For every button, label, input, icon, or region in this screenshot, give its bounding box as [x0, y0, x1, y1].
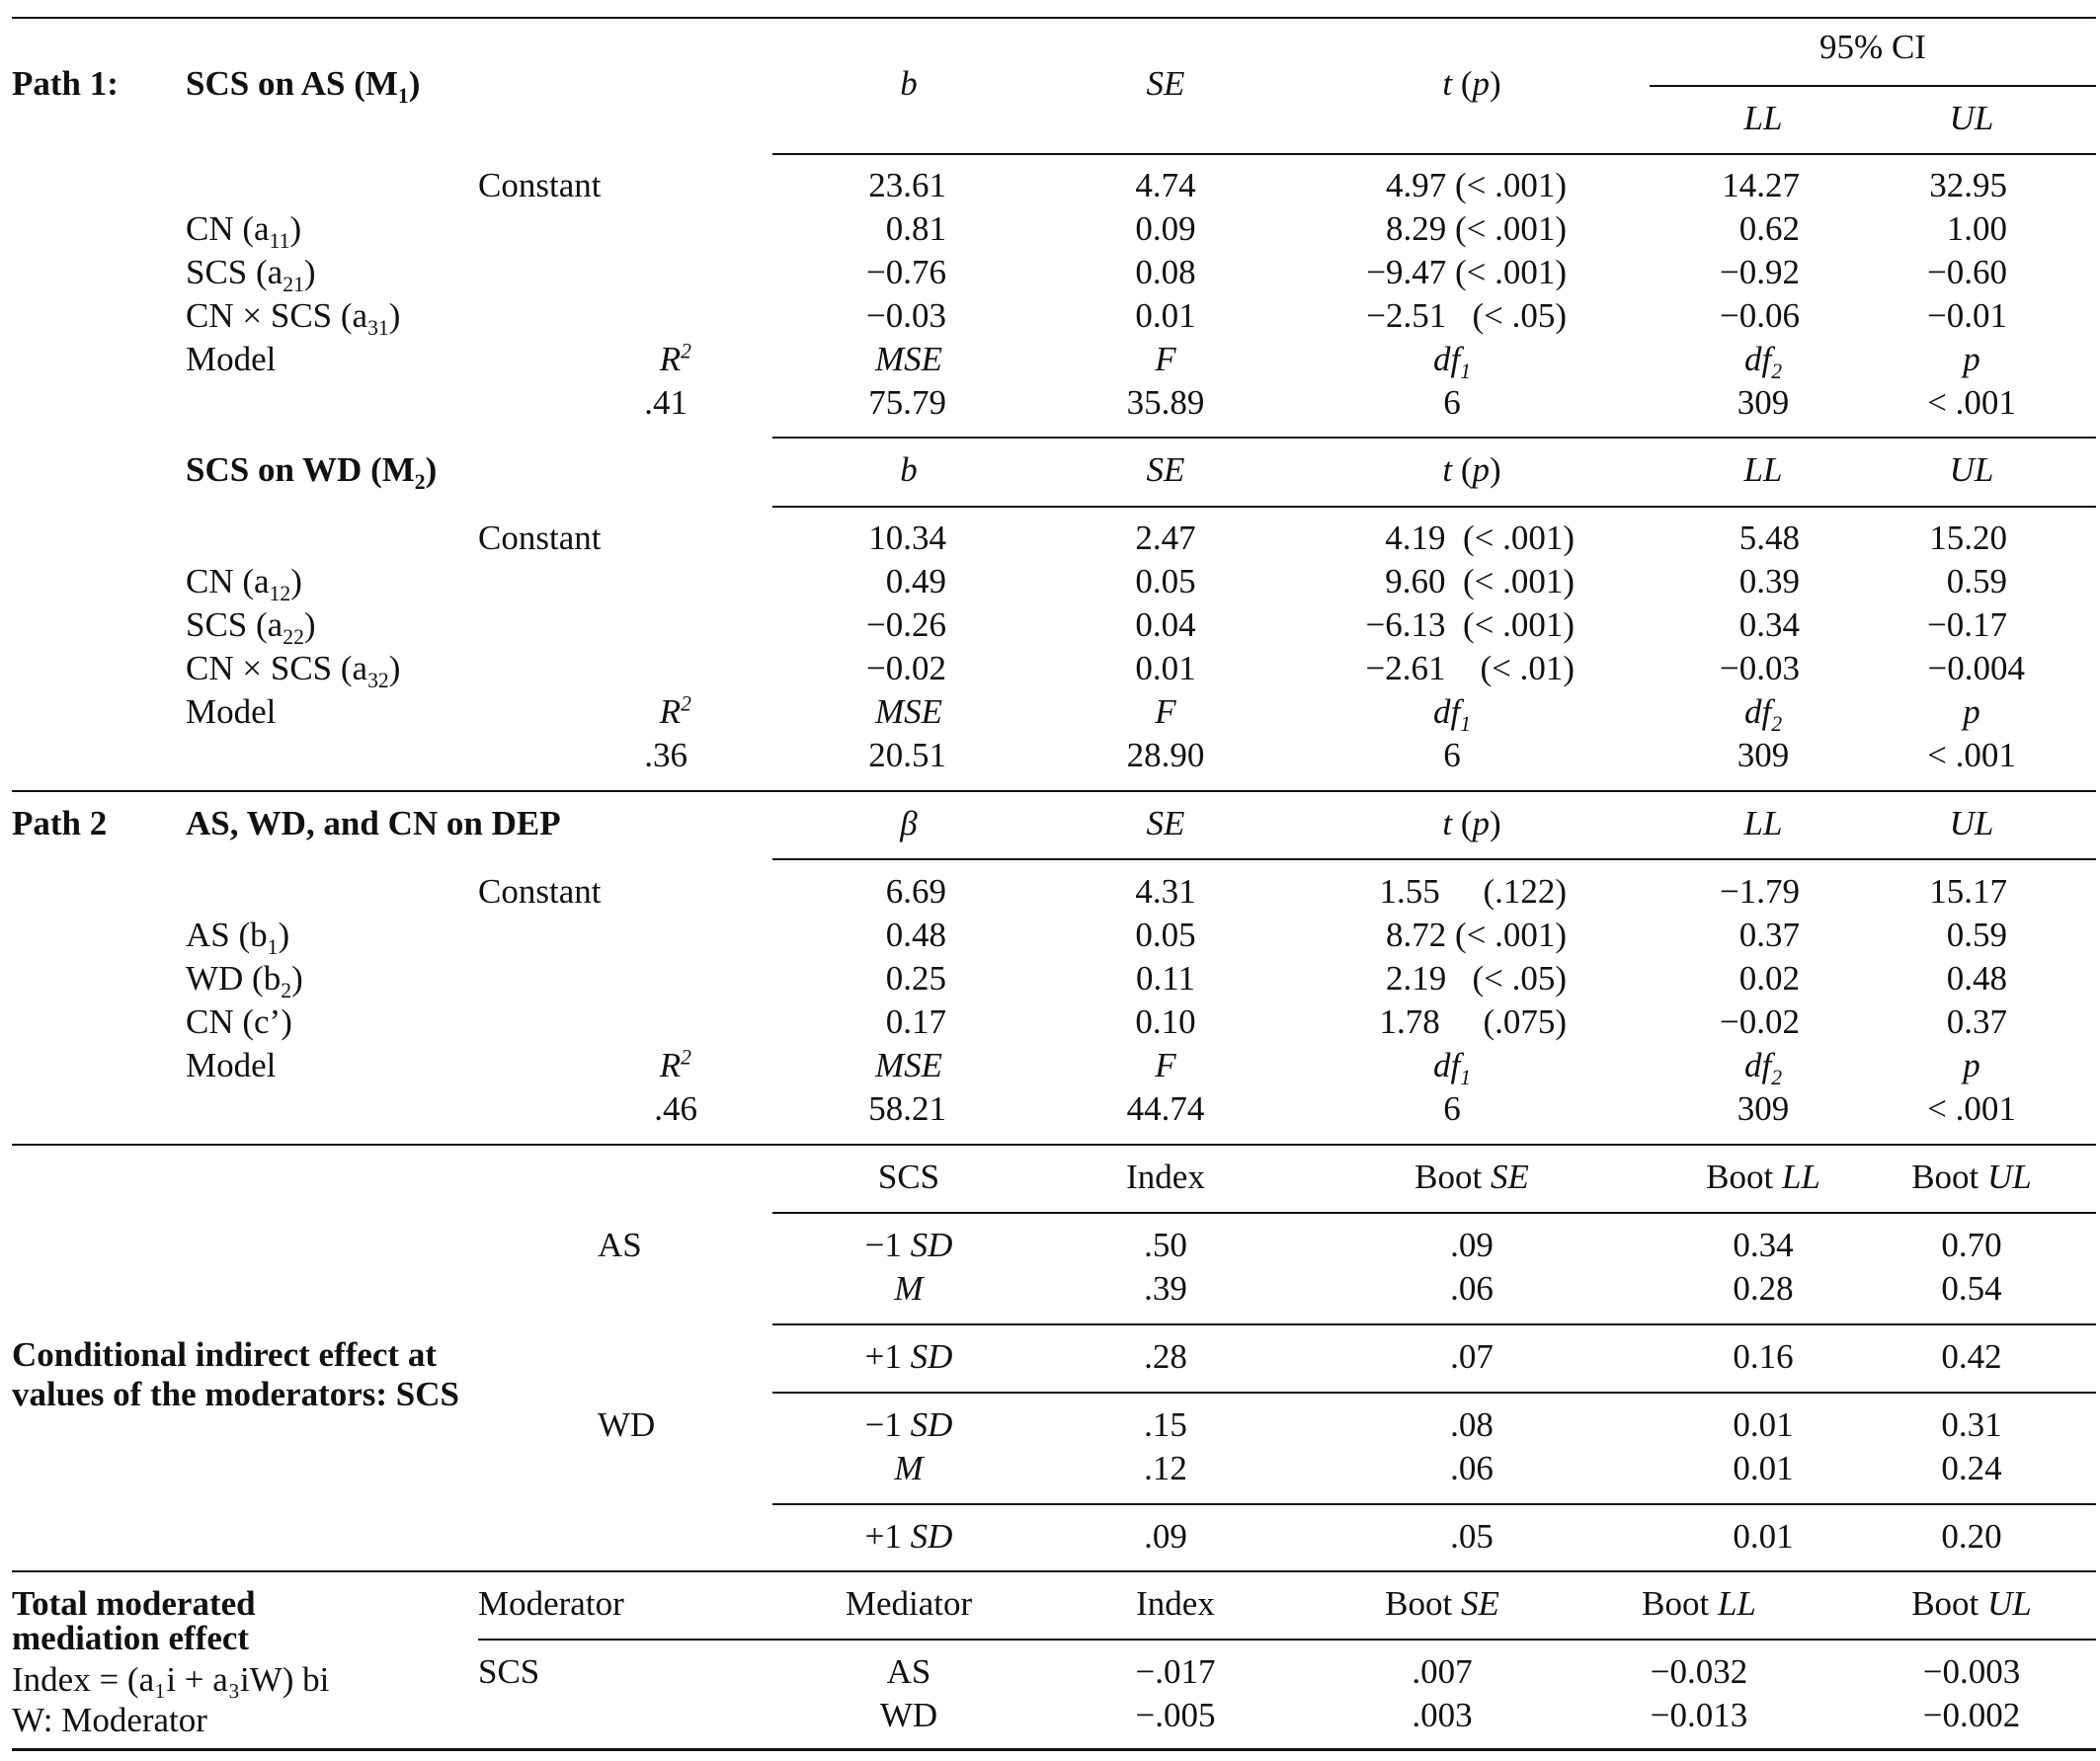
path2-model-label: Model	[186, 1046, 277, 1084]
m2-cell-ll: 0.34	[1738, 605, 1800, 644]
path2-model-df2: 309	[1737, 1089, 1790, 1128]
m2-cell-se: 2.47	[1135, 519, 1196, 557]
cond-as-split-rule	[772, 1323, 2096, 1325]
path2-cell-b: 0.17	[885, 1002, 946, 1041]
total-formula: Index = (a₁i + a₃iW) bi	[12, 1660, 330, 1699]
cond-wd-index: .09	[1144, 1517, 1187, 1556]
cond-as-scs: +1 SD	[864, 1337, 953, 1376]
path2-row-label: CN (c’)	[186, 1002, 292, 1041]
cond-wd-boot-ll: 0.01	[1733, 1405, 1794, 1444]
path2-cell-ul: 15.17	[1929, 872, 2007, 911]
m2-row-label: Constant	[478, 519, 602, 557]
m1-cell-ll: 0.62	[1738, 209, 1800, 248]
path2-header-ll: LL	[1743, 804, 1783, 842]
path2-label: Path 2	[12, 804, 108, 842]
cond-wd-index: .15	[1144, 1405, 1187, 1444]
path2-cell-ll: 0.37	[1738, 916, 1800, 954]
ci-label: 95% CI	[1819, 28, 1926, 66]
cond-wd-scs: −1 SD	[864, 1405, 953, 1444]
cond-group-wd: WD	[598, 1405, 656, 1444]
m2-cell-tp: 9.60 (< .001)	[1385, 562, 1575, 600]
total-header-boot-se: Boot SE	[1385, 1584, 1499, 1623]
cond-top-rule	[12, 1144, 2096, 1146]
m2-model-h-mse: MSE	[874, 692, 943, 731]
m1-cell-ul: −0.60	[1927, 253, 2007, 291]
m1-cell-se: 4.74	[1135, 166, 1196, 204]
total-header-rule	[478, 1639, 2096, 1641]
total-header-boot-ll: Boot LL	[1642, 1584, 1756, 1623]
cond-as-boot-ll: 0.34	[1733, 1226, 1794, 1264]
m2-model-h-df1: $df_1$	[1432, 692, 1472, 736]
cond-wd-boot-ll: 0.01	[1733, 1449, 1794, 1487]
path2-cell-tp: 2.19 (< .05)	[1385, 959, 1567, 998]
m1-model-df1: 6	[1443, 383, 1461, 422]
path2-header-beta: β	[900, 804, 918, 842]
total-w-note: W: Moderator	[12, 1701, 207, 1739]
total-boot-ll: −0.013	[1650, 1696, 1748, 1734]
m2-header-se: SE	[1146, 450, 1185, 489]
ci-rule	[1650, 85, 2096, 87]
cond-wd-split-rule	[772, 1503, 2096, 1505]
m1-cell-b: 0.81	[885, 209, 946, 248]
path2-cell-ll: −1.79	[1720, 872, 1800, 911]
m1-cell-tp: 8.29 (< .001)	[1385, 209, 1567, 248]
total-moderator-value: SCS	[478, 1652, 540, 1691]
path2-row-label: WD $(b_2)$	[186, 959, 303, 1002]
cond-group-rule	[772, 1392, 2096, 1394]
m2-top-rule	[772, 437, 2096, 439]
path2-cell-se: 4.31	[1135, 872, 1196, 911]
cond-as-boot-ul: 0.54	[1941, 1269, 2002, 1308]
cond-as-boot-ll: 0.28	[1733, 1269, 1794, 1308]
m1-model-mse: 75.79	[868, 383, 946, 422]
path2-model-h-df1: $df_1$	[1432, 1046, 1472, 1089]
path2-cell-b: 6.69	[885, 872, 946, 911]
m1-model-h-r2: $R^2$	[659, 339, 691, 378]
m2-cell-se: 0.05	[1135, 562, 1196, 600]
path2-model-h-df2: $df_2$	[1743, 1046, 1783, 1089]
path2-model-h-mse: MSE	[874, 1046, 943, 1084]
cond-as-boot-se: .09	[1450, 1226, 1494, 1264]
m1-cell-b: −0.03	[866, 296, 946, 335]
total-label: Total moderated	[12, 1584, 256, 1623]
path2-model-h-r2: $R^2$	[659, 1045, 691, 1084]
total-label: mediation effect	[12, 1619, 250, 1657]
m2-row-label: SCS $(a_{22})$	[186, 605, 316, 649]
path2-header-se: SE	[1146, 804, 1185, 842]
path2-cell-b: 0.25	[885, 959, 946, 998]
cond-header-boot-ul: Boot UL	[1911, 1158, 2032, 1196]
m1-cell-tp: −9.47 (< .001)	[1366, 253, 1567, 291]
total-mediator: AS	[886, 1652, 931, 1691]
cond-as-boot-ll: 0.16	[1733, 1337, 1794, 1376]
m2-cell-b: −0.26	[866, 605, 946, 644]
path2-cell-tp: 8.72 (< .001)	[1385, 916, 1567, 954]
m1-cell-ll: −0.92	[1720, 253, 1800, 291]
path2-cell-tp: 1.55 (.122)	[1379, 872, 1567, 911]
cond-wd-boot-ll: 0.01	[1733, 1517, 1794, 1556]
cond-wd-boot-se: .06	[1450, 1449, 1494, 1487]
path2-cell-ul: 0.48	[1946, 959, 2007, 998]
cond-wd-boot-ul: 0.20	[1941, 1517, 2002, 1556]
path2-cell-se: 0.11	[1136, 959, 1195, 998]
total-mediator: WD	[879, 1696, 938, 1734]
cond-header-boot-se: Boot SE	[1414, 1158, 1529, 1196]
path2-cell-se: 0.05	[1135, 916, 1196, 954]
m1-cell-tp: 4.97 (< .001)	[1385, 166, 1567, 204]
m2-model-label: Model	[186, 692, 277, 731]
path2-model-r2: .46	[654, 1089, 697, 1128]
m2-model-h-df2: $df_2$	[1743, 692, 1783, 736]
m1-row-label: CN $(a_{11})$	[186, 209, 302, 253]
path2-cell-ul: 0.59	[1946, 916, 2007, 954]
m1-cell-b: 23.61	[868, 166, 946, 204]
path2-cell-ll: 0.02	[1738, 959, 1800, 998]
m1-cell-se: 0.01	[1135, 296, 1196, 335]
m1-header-se: SE	[1146, 64, 1185, 103]
path2-row-label: Constant	[478, 872, 602, 911]
m1-cell-se: 0.09	[1135, 209, 1196, 248]
path2-top-rule	[12, 790, 2096, 792]
m2-model-h-p: p	[1963, 692, 1980, 731]
total-header-mediator: Mediator	[845, 1584, 973, 1623]
m1-header-rule	[772, 153, 2096, 155]
m2-model-p: < .001	[1927, 736, 2016, 774]
path1-label: Path 1:	[12, 64, 119, 103]
m1-row-label: SCS $(a_{21})$	[186, 253, 316, 296]
cond-wd-boot-se: .05	[1450, 1517, 1494, 1556]
cond-as-index: .28	[1144, 1337, 1187, 1376]
path2-header-rule	[772, 858, 2096, 860]
m2-cell-ul: 15.20	[1929, 519, 2007, 557]
conditional-label: values of the moderators: SCS	[12, 1375, 460, 1413]
cond-header-boot-ll: Boot LL	[1706, 1158, 1820, 1196]
m1-model-h-p: p	[1963, 340, 1980, 378]
path2-model-p: < .001	[1927, 1089, 2016, 1128]
path2-model-h-p: p	[1963, 1046, 1980, 1084]
cond-as-boot-ul: 0.42	[1941, 1337, 2002, 1376]
total-index: −.017	[1135, 1652, 1216, 1691]
total-boot-ul: −0.002	[1922, 1696, 2021, 1734]
m1-model-r2: .41	[644, 383, 687, 422]
m2-row-label: CN $(a_{12})$	[186, 562, 302, 605]
total-boot-ll: −0.032	[1650, 1652, 1748, 1691]
m1-model-h-df1: $df_1$	[1432, 340, 1472, 383]
m2-title: SCS on WD $(M_2)$	[186, 450, 438, 494]
m2-cell-ul: −0.17	[1927, 605, 2007, 644]
cond-group-as: AS	[598, 1226, 642, 1264]
total-boot-ul: −0.003	[1922, 1652, 2021, 1691]
m1-cell-ll: −0.06	[1720, 296, 1800, 335]
m2-row-label: CN × SCS $(a_{32})$	[186, 649, 401, 692]
m2-model-df1: 6	[1443, 736, 1461, 774]
bottom-rule	[12, 1748, 2096, 1751]
cond-wd-boot-se: .08	[1450, 1405, 1494, 1444]
m2-header-b: b	[900, 450, 918, 489]
path2-model-f: 44.74	[1126, 1089, 1205, 1128]
m2-cell-ul: −0.004	[1927, 649, 2025, 687]
m1-cell-se: 0.08	[1135, 253, 1196, 291]
total-boot-se: .003	[1412, 1696, 1473, 1734]
m1-model-df2: 309	[1737, 383, 1790, 422]
top-rule	[12, 17, 2096, 19]
cond-wd-scs: +1 SD	[864, 1517, 953, 1556]
m1-header-ul: UL	[1949, 99, 1994, 137]
m2-cell-tp: −6.13 (< .001)	[1365, 605, 1575, 644]
path2-cell-ll: −0.02	[1720, 1002, 1800, 1041]
m2-header-rule	[772, 506, 2096, 508]
m1-row-label: CN × SCS $(a_{31})$	[186, 296, 401, 340]
conditional-label: Conditional indirect effect at	[12, 1335, 437, 1374]
m2-model-df2: 309	[1737, 736, 1790, 774]
cond-header-scs: SCS	[877, 1158, 940, 1196]
cond-header-index: Index	[1126, 1158, 1205, 1196]
m2-header-ll: LL	[1743, 450, 1783, 489]
total-index: −.005	[1135, 1696, 1216, 1734]
m2-model-mse: 20.51	[868, 736, 946, 774]
m2-cell-tp: −2.61 (< .01)	[1365, 649, 1575, 687]
m2-header-ul: UL	[1949, 450, 1994, 489]
cond-wd-boot-ul: 0.31	[1941, 1405, 2002, 1444]
m2-model-f: 28.90	[1126, 736, 1205, 774]
path2-model-h-f: F	[1155, 1046, 1176, 1084]
m2-cell-tp: 4.19 (< .001)	[1385, 519, 1575, 557]
path2-model-mse: 58.21	[868, 1089, 946, 1128]
cond-as-boot-se: .06	[1450, 1269, 1494, 1308]
path2-row-label: AS $(b_1)$	[186, 916, 290, 959]
total-header-boot-ul: Boot UL	[1911, 1584, 2032, 1623]
total-header-moderator: Moderator	[478, 1584, 624, 1623]
m1-model-label: Model	[186, 340, 277, 378]
path2-cell-b: 0.48	[885, 916, 946, 954]
m1-cell-ll: 14.27	[1722, 166, 1800, 204]
m1-model-h-mse: MSE	[874, 340, 943, 378]
m1-model-p: < .001	[1927, 383, 2016, 422]
m1-cell-tp: −2.51 (< .05)	[1366, 296, 1567, 335]
total-boot-se: .007	[1412, 1652, 1473, 1691]
m1-header-tp: t (p)	[1442, 64, 1501, 103]
m2-model-h-f: F	[1155, 692, 1176, 731]
cond-as-boot-ul: 0.70	[1941, 1226, 2002, 1264]
path2-header-ul: UL	[1949, 804, 1994, 842]
total-top-rule	[12, 1570, 2096, 1572]
path2-model-df1: 6	[1443, 1089, 1461, 1128]
cond-as-scs: −1 SD	[864, 1226, 953, 1264]
cond-as-scs: M	[894, 1269, 924, 1308]
cond-header-rule	[772, 1212, 2096, 1214]
m1-cell-ul: 32.95	[1929, 166, 2007, 204]
m1-cell-ul: 1.00	[1946, 209, 2007, 248]
path2-cell-tp: 1.78 (.075)	[1379, 1002, 1567, 1041]
m2-model-h-r2: $R^2$	[659, 691, 691, 731]
m1-model-f: 35.89	[1126, 383, 1205, 422]
m1-header-b: b	[900, 64, 918, 103]
m2-header-tp: t (p)	[1442, 450, 1501, 489]
m2-cell-ll: 0.39	[1738, 562, 1800, 600]
m2-cell-b: −0.02	[866, 649, 946, 687]
m1-model-h-f: F	[1155, 340, 1176, 378]
m1-title: SCS on AS $(M_1)$	[186, 64, 421, 108]
m1-cell-b: −0.76	[866, 253, 946, 291]
cond-wd-boot-ul: 0.24	[1941, 1449, 2002, 1487]
m2-cell-b: 0.49	[885, 562, 946, 600]
m1-cell-ul: −0.01	[1927, 296, 2007, 335]
m2-cell-se: 0.04	[1135, 605, 1196, 644]
path2-cell-ul: 0.37	[1946, 1002, 2007, 1041]
m1-row-label: Constant	[478, 166, 602, 204]
path2-cell-se: 0.10	[1135, 1002, 1196, 1041]
cond-wd-index: .12	[1144, 1449, 1187, 1487]
total-header-index: Index	[1136, 1584, 1215, 1623]
m2-cell-ll: 5.48	[1738, 519, 1800, 557]
cond-wd-scs: M	[894, 1449, 924, 1487]
path2-title: AS, WD, and CN on DEP	[186, 804, 561, 842]
m2-cell-se: 0.01	[1135, 649, 1196, 687]
cond-as-index: .39	[1144, 1269, 1187, 1308]
m1-model-h-df2: $df_2$	[1743, 340, 1783, 383]
path2-header-tp: t (p)	[1442, 804, 1501, 842]
cond-as-boot-se: .07	[1450, 1337, 1494, 1376]
m2-cell-ll: −0.03	[1720, 649, 1800, 687]
cond-as-index: .50	[1144, 1226, 1187, 1264]
m1-header-ll: LL	[1743, 99, 1783, 137]
m2-model-r2: .36	[644, 736, 687, 774]
m2-cell-ul: 0.59	[1946, 562, 2007, 600]
m2-cell-b: 10.34	[868, 519, 946, 557]
